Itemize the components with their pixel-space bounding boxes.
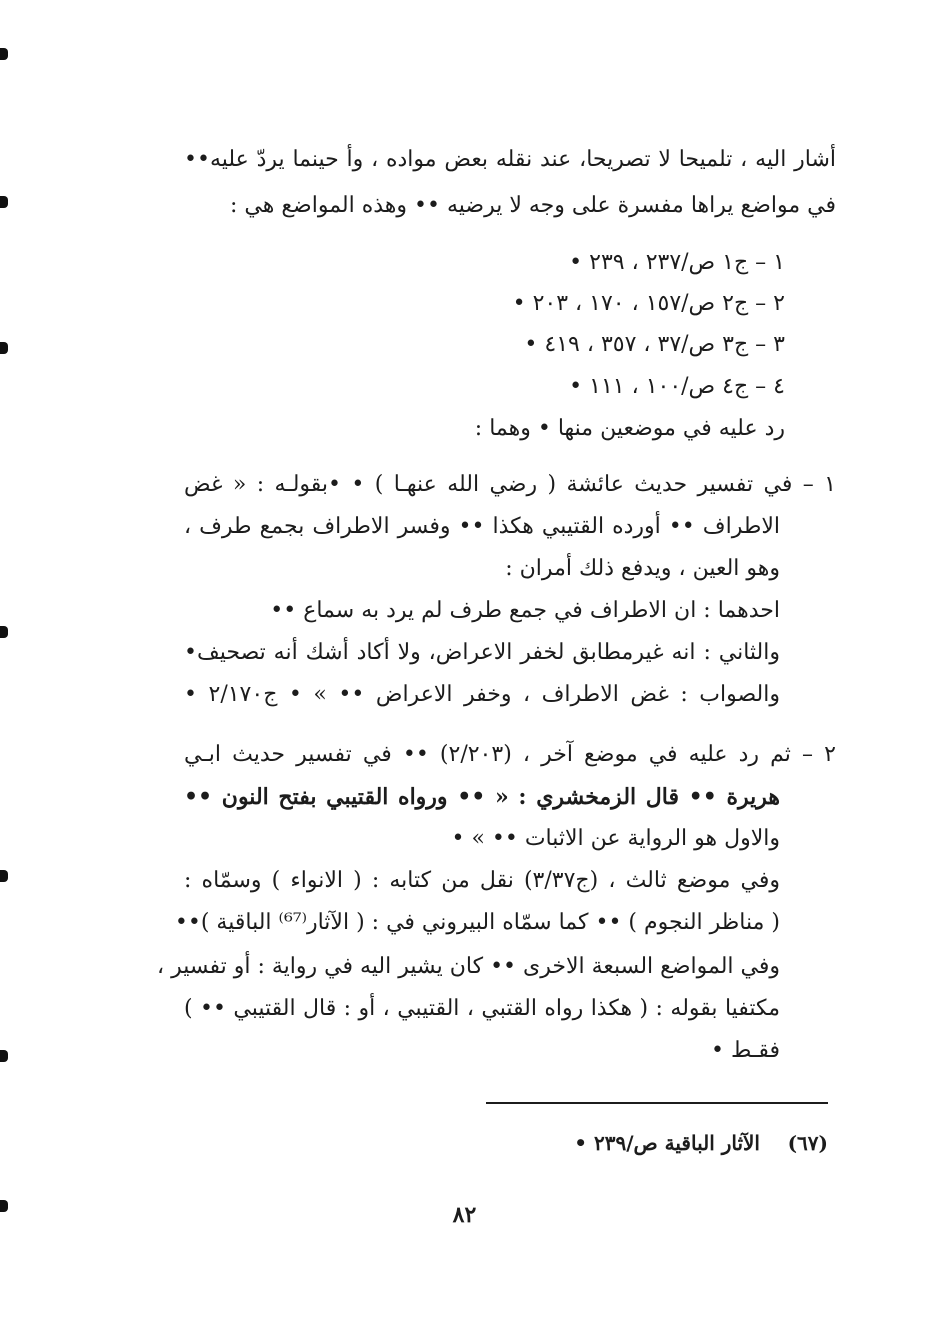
ref-item-4: ٤ – ج٤ ص/١٠٠ ، ١١١ • — [569, 374, 785, 399]
item2-line-2: هريرة •• قال الزمخشري : « •• ورواه القتيبي بفتح النون •• — [184, 784, 780, 810]
footnote-number: (٦٧) — [787, 1131, 828, 1155]
item2-line-5: ( مناظر النجوم ) •• كما سمّاه البيروني في : ( الآثار⁽⁶⁷⁾ الباقية )•• — [174, 910, 780, 935]
binding-mark — [0, 196, 8, 208]
binding-mark — [0, 626, 8, 638]
item2-line-8: فقـط • — [711, 1038, 780, 1063]
ref-item-2: ٢ – ج٢ ص/١٥٧ ، ١٧٠ ، ٢٠٣ • — [512, 291, 785, 316]
ref-item-1: ١ – ج١ ص/٢٣٧ ، ٢٣٩ • — [569, 250, 785, 275]
item1-line-4: احدهما : ان الاطراف في جمع طرف لم يرد به سماع •• — [270, 598, 780, 623]
item2-line-4: وفي موضع ثالث ، (ج٣/٣٧) نقل من كتابه : ( الانواء ) وسمّاه : — [184, 868, 780, 893]
item2-line-6: وفي المواضع السبعة الاخرى •• كان يشير اليه في رواية : أو تفسير ، — [157, 954, 780, 979]
footnote-rule — [486, 1102, 828, 1104]
intro-line-2: في مواضع يراها مفسرة على وجه لا يرضيه •• وهذه المواضع هي : — [230, 193, 836, 218]
item1-line-2: الاطراف •• أورده القتيبي هكذا •• وفسر الاطراف بجمع طرف ، — [184, 514, 780, 539]
item1-line-3: وهو العين ، ويدفع ذلك أمران : — [505, 556, 780, 581]
item1-line-1: ١ – في تفسير حديث عائشة ( رضي الله عنهـا ) • •بقولـه : « غض — [184, 472, 836, 497]
item1-line-5: والثاني : انه غيرمطابق لخفر الاعراض، ولا أكاد أشك أنه تصحيف• — [184, 640, 780, 665]
binding-mark — [0, 342, 8, 354]
binding-mark — [0, 48, 8, 60]
refs-summary: رد عليه في موضعين منها • وهما : — [474, 416, 785, 441]
item1-line-6: والصواب : غض الاطراف ، وخفر الاعراض •• » • ج٢/١٧٠ • — [184, 682, 780, 707]
item2-line-7: مكتفيا بقوله : ( هكذا رواه القتبي ، القتيبي ، أو : قال القتيبي •• ) — [184, 996, 780, 1021]
item2-line-1: ٢ – ثم رد عليه في موضع آخر ، (٢/٢٠٣) •• في تفسير حديث ابـي — [184, 742, 836, 767]
intro-line-1: أشار اليه ، تلميحا لا تصريحا، عند نقله بعض مواده ، وأ حينما يردّ عليه•• — [184, 147, 836, 172]
page-number: ٨٢ — [452, 1202, 477, 1228]
ref-item-3: ٣ – ج٣ ص/٣٧ ، ٣٥٧ ، ٤١٩ • — [524, 332, 785, 357]
item2-line-3: والاول هو الرواية عن الاثبات •• » • — [451, 826, 780, 851]
footnote-text: الآثار الباقية ص/٢٣٩ • — [574, 1131, 760, 1155]
binding-mark — [0, 870, 8, 882]
binding-mark — [0, 1050, 8, 1062]
